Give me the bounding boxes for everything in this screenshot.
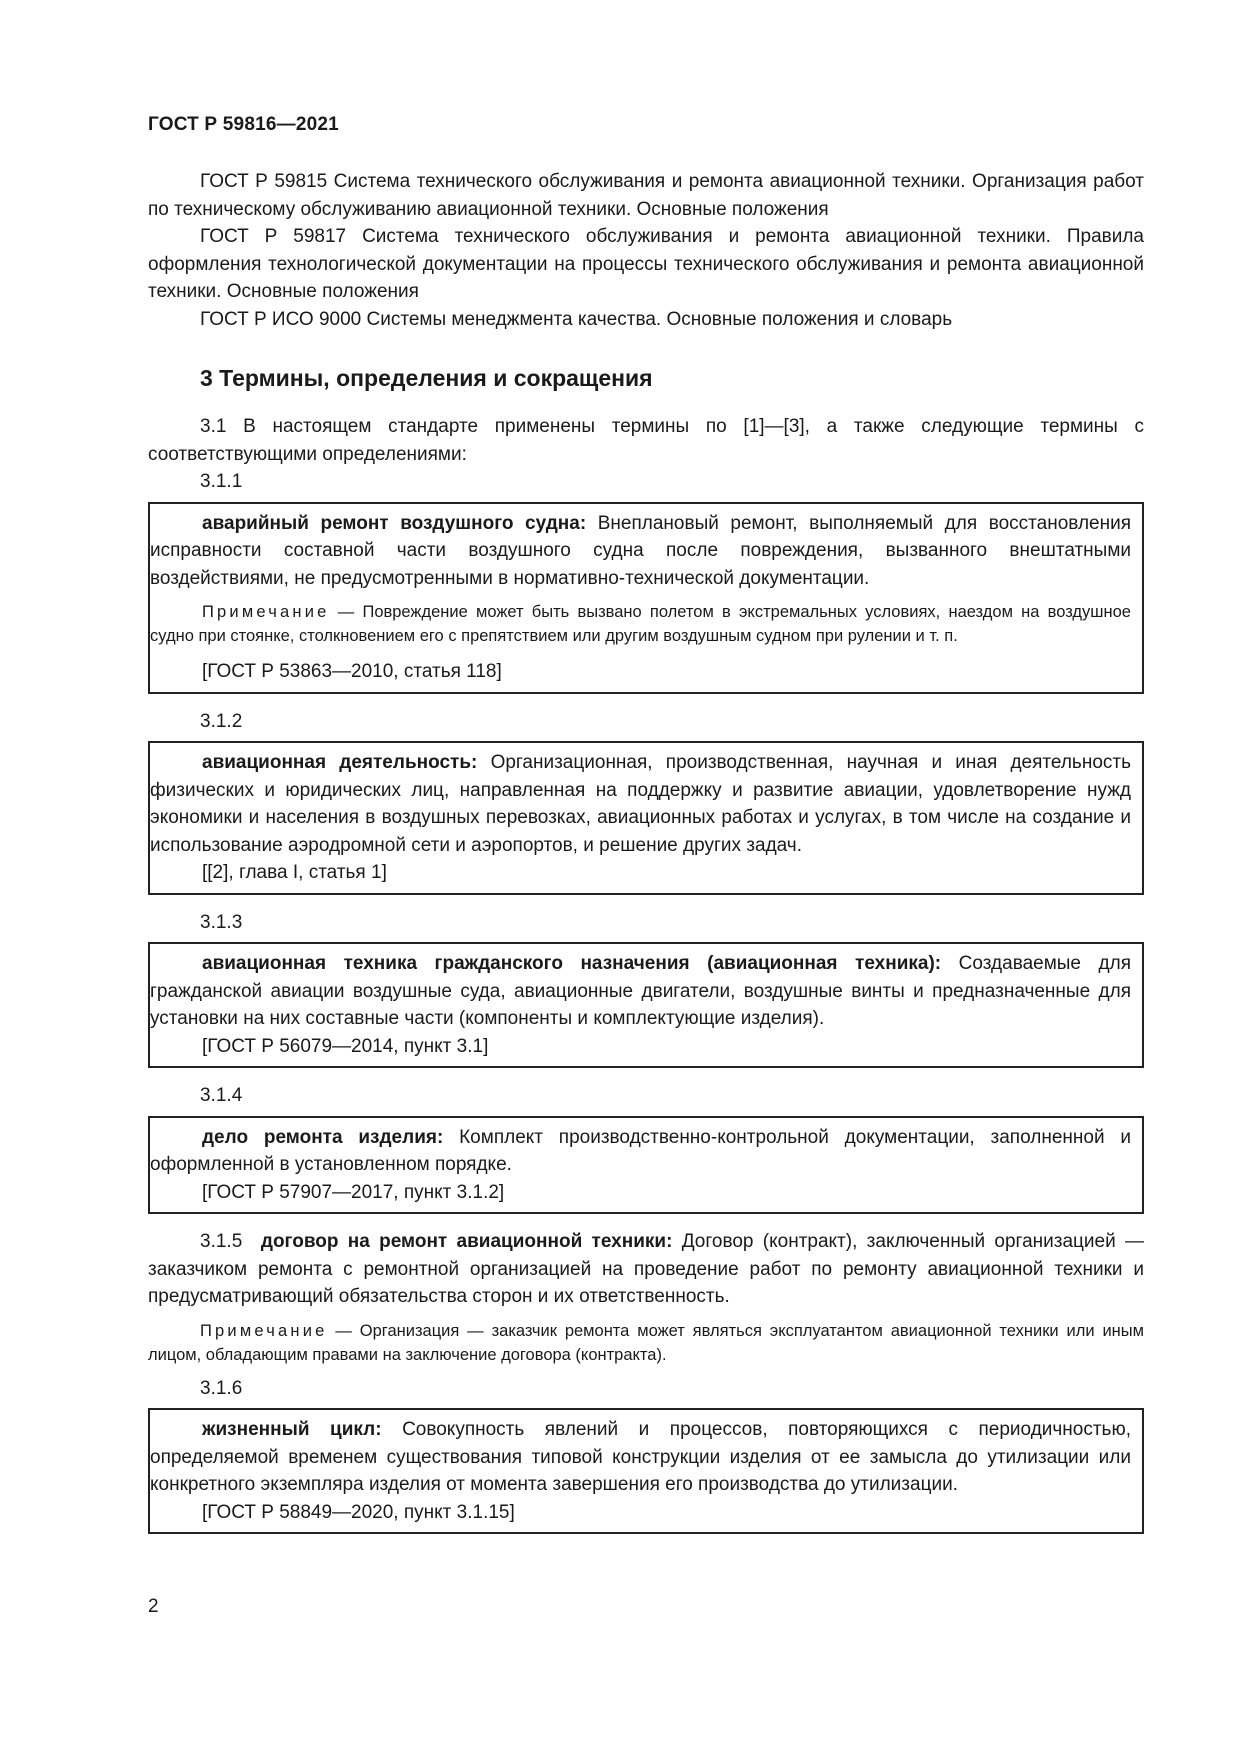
normative-reference: ГОСТ Р ИСО 9000 Системы менеджмента качества. Основные положения и словарь: [200, 308, 953, 330]
term-definition-unboxed: [148, 1228, 1144, 1311]
term-definition-text: Комплект производственно-контрольной документации, заполненной и оформленной в установленном порядке.: [150, 1126, 1131, 1175]
term-source: [ГОСТ Р 53863—2010, статья 118]: [202, 661, 502, 682]
term-name: жизненный цикл:: [202, 1419, 382, 1440]
term-source: [[2], глава I, статья 1]: [202, 862, 387, 883]
term-definition: [150, 1124, 1131, 1179]
note-label: Примечание: [202, 603, 330, 621]
term-definition: [150, 1416, 1131, 1499]
section-intro: 3.1 В настоящем стандарте применены термины по [1]—[3], а также следующие термины с соответствующими определениями:: [148, 416, 1144, 465]
term-number-inline: 3.1.5: [200, 1231, 243, 1252]
term-box: [148, 942, 1144, 1068]
term-definition-text: Организационная, производственная, научная и иная деятельность физических и юридических лиц, направленная на поддержку и развитие авиации, удовлетворение нужд экономики и населения в воздушных перевозках, авиационных работах и услугах, в том числе на создание и использование аэродромной сети и аэропортов, и решение других задач.: [150, 752, 1131, 856]
term-number: 3.1.4: [200, 1085, 243, 1106]
page-number: 2: [148, 1596, 159, 1617]
term-note: [148, 1319, 1144, 1367]
term-note: [150, 600, 1131, 648]
term-source: [ГОСТ Р 56079—2014, пункт 3.1]: [202, 1035, 489, 1057]
term-definition: [150, 749, 1131, 859]
note-label: Примечание: [200, 1321, 328, 1340]
term-name: дело ремонта изделия:: [202, 1126, 444, 1148]
term-name: договор на ремонт авиационной техники:: [260, 1231, 673, 1252]
term-box: [148, 1116, 1144, 1215]
term-definition-text: Создаваемые для гражданской авиации воздушные суда, авиационные двигатели, воздушные винты и предназначенные для установки на них составные части (компоненты и комплектующие изделия).: [150, 953, 1131, 1029]
document-header: ГОСТ Р 59816—2021: [148, 114, 339, 135]
term-name: авиационная деятельность:: [202, 752, 478, 773]
section-heading: 3 Термины, определения и сокращения: [200, 365, 653, 391]
term-number: 3.1.1: [200, 471, 243, 492]
term-box: [148, 502, 1144, 694]
term-name: аварийный ремонт воздушного судна:: [202, 512, 587, 534]
normative-reference: ГОСТ Р 59815 Система технического обслуживания и ремонта авиационной техники. Организация работ по техническому обслуживанию авиационной техники. Основные положения: [148, 171, 1144, 220]
term-box: [148, 741, 1144, 895]
term-source: [ГОСТ Р 57907—2017, пункт 3.1.2]: [202, 1181, 505, 1203]
term-definition-text: Совокупность явлений и процессов, повторяющихся с периодичностью, определяемой временем существования типовой конструкции изделия от ее замысла до утилизации или конкретного экземпляра изделия от момента завершения его производства до утилизации.: [150, 1419, 1131, 1495]
term-number: 3.1.3: [200, 911, 243, 933]
note-text: — Организация — заказчик ремонта может являться эксплуатантом авиационной техники или иным лицом, обладающим правами на заключение договора (контракта).: [148, 1321, 1144, 1364]
term-name: авиационная техника гражданского назначения (авиационная техника):: [202, 953, 942, 974]
normative-reference: ГОСТ Р 59817 Система технического обслуживания и ремонта авиационной техники. Правила оформления технологической документации на процессы технического обслуживания и ремонта авиационной техники. Основные положения: [148, 226, 1144, 302]
term-box: [148, 1408, 1144, 1534]
page-content: [148, 168, 1144, 1548]
term-definition: [150, 950, 1131, 1033]
term-number: 3.1.6: [200, 1377, 243, 1399]
term-definition-text: Договор (контракт), заключенный организацией — заказчиком ремонта с ремонтной организацией на проведение работ по ремонту авиационной техники и предусматривающий обязательства сторон и их ответственность.: [148, 1231, 1144, 1307]
term-source: [ГОСТ Р 58849—2020, пункт 3.1.15]: [202, 1501, 515, 1523]
note-text: — Повреждение может быть вызвано полетом в экстремальных условиях, наездом на воздушное судно при стоянке, столкновением его с препятствием или другим воздушным судном при рулении и т. п.: [150, 603, 1131, 645]
term-definition-text: Внеплановый ремонт, выполняемый для восстановления исправности составной части воздушного судна после повреждения, вызванного внештатными воздействиями, не предусмотренными в нормативно-технической документации.: [150, 512, 1131, 589]
term-definition: [150, 510, 1131, 593]
term-number: 3.1.2: [200, 710, 243, 732]
